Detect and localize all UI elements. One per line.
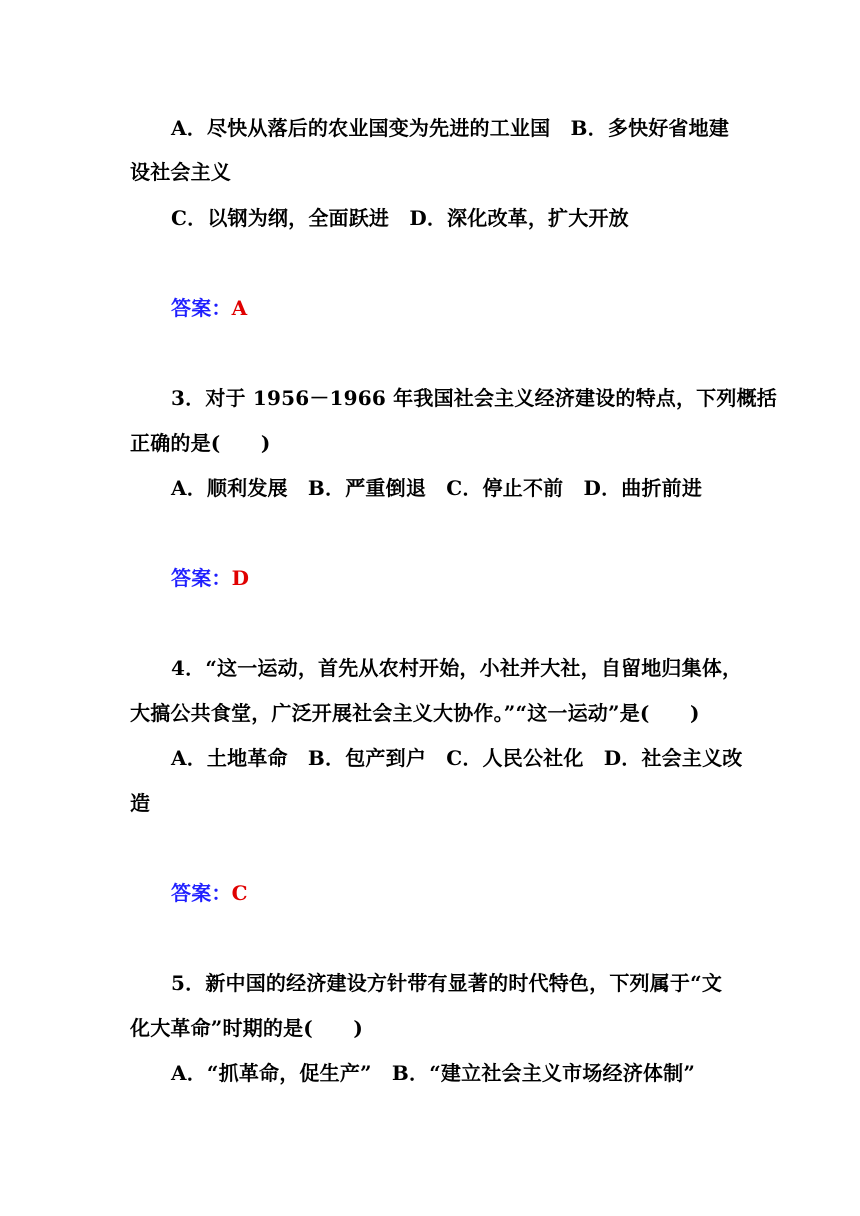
q5-stem-cont: 化大革命”时期的是( ) xyxy=(130,1016,364,1040)
answer-value: A xyxy=(231,296,248,320)
q3-stem: 3．对于 1956－1966 年我国社会主义经济建设的特点，下列概括 xyxy=(171,386,777,410)
q3-stem-cont: 正确的是( ) xyxy=(130,431,271,455)
q4-answer xyxy=(171,881,741,905)
q2-option-ab-cont: 设社会主义 xyxy=(130,160,231,184)
q3-answer xyxy=(171,566,741,590)
q2-answer xyxy=(171,296,741,320)
q4-stem-cont: 大搞公共食堂，广泛开展社会主义大协作。”“这一运动”是( ) xyxy=(130,701,700,725)
answer-label: 答案： xyxy=(171,881,232,905)
q3-options: A．顺利发展 B．严重倒退 C．停止不前 D．曲折前进 xyxy=(171,476,703,500)
q5-stem: 5．新中国的经济建设方针带有显著的时代特色，下列属于“文 xyxy=(171,971,723,995)
q2-option-ab: A．尽快从落后的农业国变为先进的工业国 B．多快好省地建 xyxy=(171,116,730,140)
q4-options-cont: 造 xyxy=(130,791,151,815)
answer-label: 答案： xyxy=(171,566,232,590)
q4-options: A．土地革命 B．包产到户 C．人民公社化 D．社会主义改 xyxy=(171,746,743,770)
q4-stem: 4．“这一运动，首先从农村开始，小社并大社，自留地归集体， xyxy=(171,656,743,680)
q2-option-cd: C．以钢为纲，全面跃进 D．深化改革，扩大开放 xyxy=(171,206,629,230)
answer-value: C xyxy=(231,881,248,905)
answer-value: D xyxy=(231,566,250,590)
answer-label: 答案： xyxy=(171,296,232,320)
q5-options: A．“抓革命，促生产” B．“建立社会主义市场经济体制” xyxy=(171,1061,696,1085)
